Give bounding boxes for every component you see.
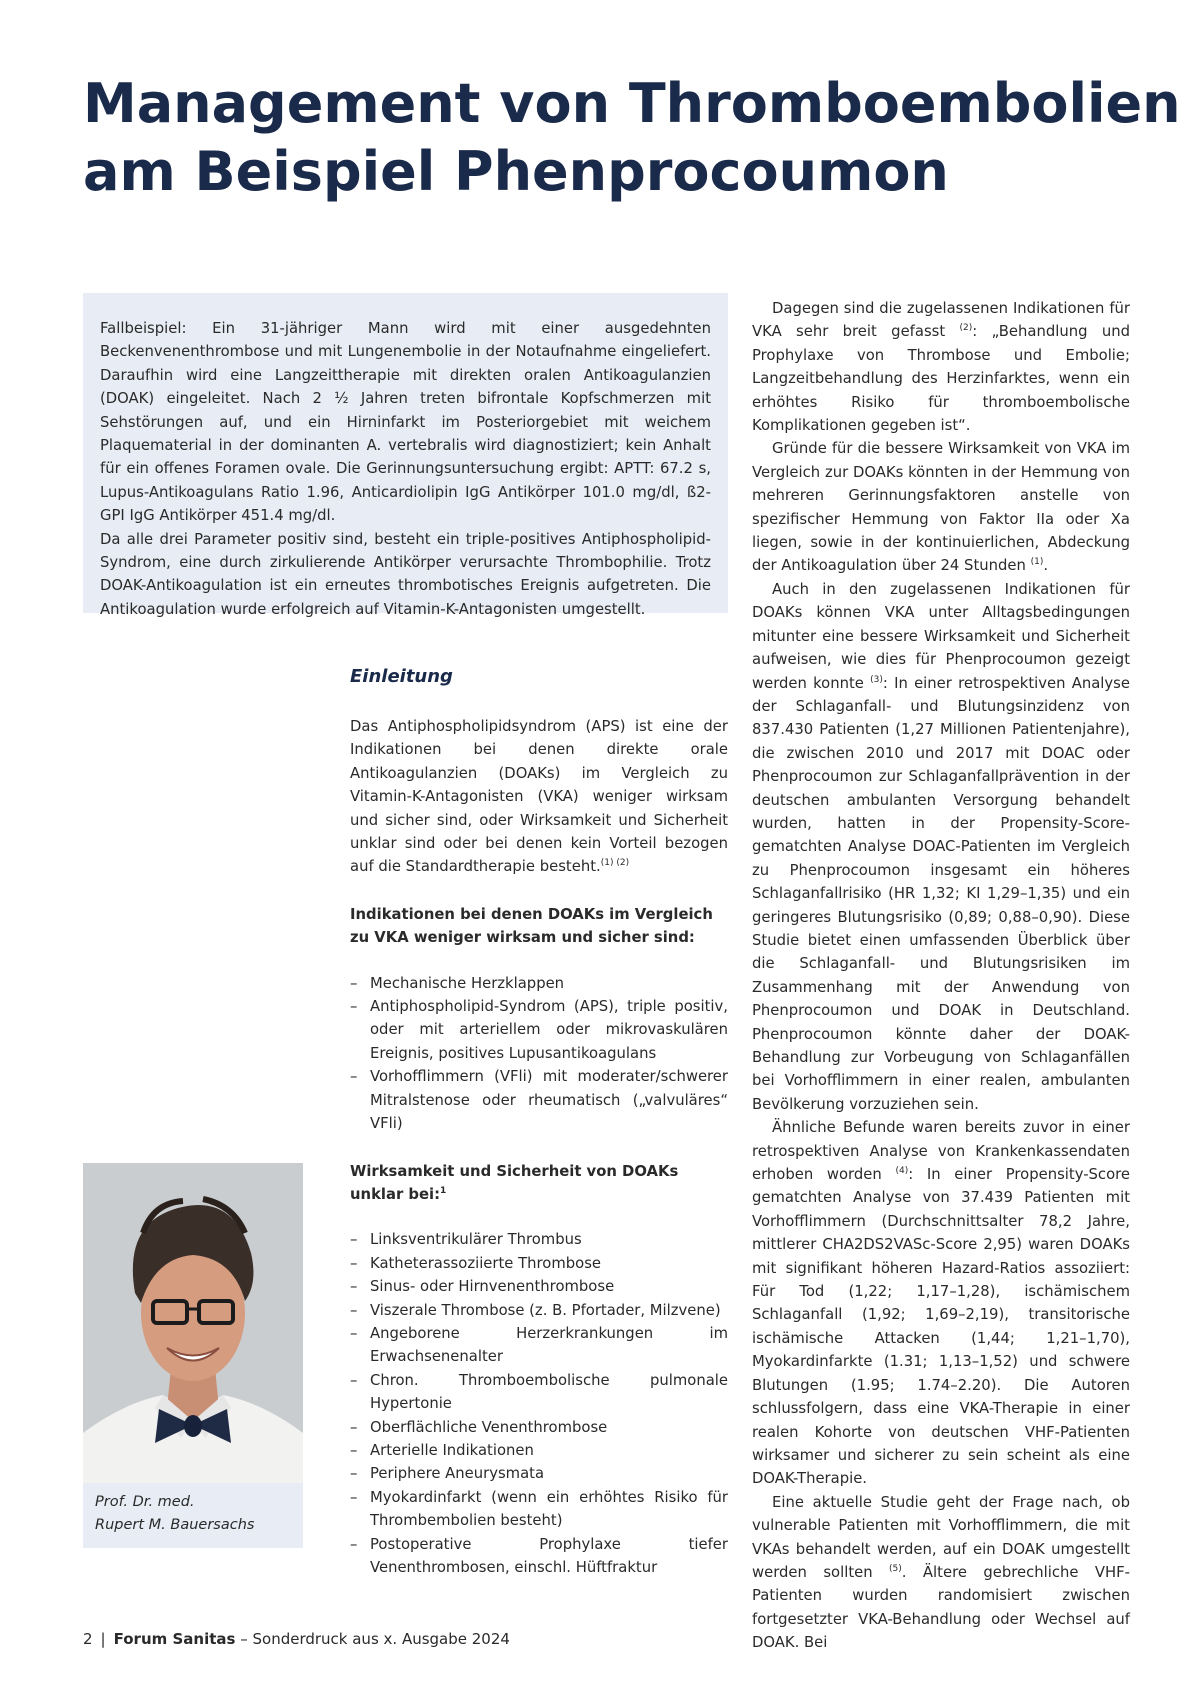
title-line-2: am Beispiel Phenprocoumon bbox=[83, 140, 949, 203]
text-run: . bbox=[1043, 557, 1049, 575]
edition-info: – Sonderdruck aus x. Ausgabe 2024 bbox=[235, 1630, 510, 1648]
list-item: – Sinus- oder Hirnvenenthrombose bbox=[350, 1275, 728, 1298]
author-caption bbox=[95, 1491, 295, 1537]
case-paragraph-1: Fallbeispiel: Ein 31-jähriger Mann wird mit einer ausgedehnten Beckenvenenthrombose und mit Lungenembolie in der Notaufnahme eingeliefert. Daraufhin wird eine Langzeittherapie mit direkten oralen Antikoagulanzien (DOAK) eingeleitet. Nach 2 ½ Jahren treten bifrontale Kopfschmerzen mit Sehstörungen auf, und ein Hirninfarkt im Posteriorgebiet mit weichem Plaquematerial in der dominanten A. vertebralis wird diagnostiziert; kein Anhalt für ein offenes Foramen ovale. Die Gerinnungsuntersuchung ergibt: APTT: 67.2 s, Lupus-Antikoagulans Ratio 1.96, Anticardiolipin IgG Antikörper 101.0 mg/dl, ß2-GPI IgG Antikörper 451.4 mg/dl. bbox=[100, 320, 711, 525]
text-run: Eine aktuelle Studie geht der Frage nach, ob vulnerable Patienten mit Vorhofflimmern, die mit VKAs behandelt werden, auf ein DOAK umgestellt werden sollten bbox=[752, 1493, 1130, 1581]
text-run: : In einer retrospektiven Analyse der Schlaganfall- und Blutungsinzidenz von 837.430 Patienten (1,27 Millionen Patientenjahre), die zwischen 2010 und 2017 mit DOAC oder Phenprocoumon zur Schlaganfallprävention in der deutschen ambulanten Versorgung behandelt wurden, hatten in der Propensity-Score-gematchten Analyse DOAC-Patienten im Vergleich zu Phenprocoumon insgesamt ein höheres Schlaganfallrisiko (HR 1,32; KI 1,29–1,35) und ein geringeres Blutungsrisiko (0,89; 0,88–0,90). Diese Studie bietet einen umfassenden Überblick über die Schlaganfall- und Blutungsrisiken im Zusammenhang mit der Anwendung von Phenprocoumon und DOAK in Deutschland. Phenprocoumon könnte daher der DOAK-Behandlung zur Vorbeugung von Schlaganfällen bei Vorhofflimmern in einer realen, ambulanten Bevölkerung vorzuziehen sein. bbox=[752, 674, 1130, 1113]
text-run: : In einer Propensity-Score gematchten Analyse von 37.439 Patienten mit Vorhofflimmern (Durchschnittsalter 78,2 Jahre, mittlerer CHA2DS2VASc-Score 2,95) waren DOAKs mit signifikant höheren Hazard-Ratios assoziiert: Für Tod (1,22; 1,17–1,28), ischämischem Schlaganfall (1,92; 1,69–2,19), transitorische ischämische Attacken (1,44; 1,21–1,70), Myokardinfarkte (1.31; 1,13–1,52) und schwere Blutungen (1.95; 1.74–2.20). Die Autoren schlussfolgern, dass eine VKA-Therapie in einer realen Kohorte von deutschen VHF-Patienten wirksamer und sicherer zu sein scheint als eine DOAK-Therapie. bbox=[752, 1166, 1130, 1488]
list-item: – Postoperative Prophylaxe tiefer Venenthrombosen, einschl. Hüftfraktur bbox=[350, 1533, 728, 1580]
text-run: Auch in den zugelassenen Indikationen für DOAKs können VKA unter Alltagsbedingungen mitunter eine bessere Wirksamkeit und Sicherheit aufweisen, wie dies für Phenprocoumon gezeigt werden konnte bbox=[752, 580, 1130, 692]
text-run: Gründe für die bessere Wirksamkeit von VKA im Vergleich zur DOAKs könnten in der Hemmung von mehreren Gerinnungsfaktoren anstelle von spezifischer Hemmung von Faktor IIa oder Xa liegen, sowie in der kontinuierlichen, Abdeckung der Antikoagulation über 24 Stunden bbox=[752, 440, 1130, 575]
unclear-list bbox=[350, 1228, 728, 1579]
middle-column bbox=[350, 665, 728, 1579]
right-paragraph-1 bbox=[752, 297, 1130, 437]
magazine-name: Forum Sanitas bbox=[113, 1630, 236, 1648]
intro-paragraph bbox=[350, 715, 728, 879]
unclear-heading bbox=[350, 1160, 728, 1207]
caption-line-1: Prof. Dr. med. bbox=[95, 1494, 195, 1510]
list-item: – Katheterassoziierte Thrombose bbox=[350, 1252, 728, 1275]
list-item: – Antiphospholipid-Syndrom (APS), triple positiv, oder mit arteriellem oder mikrovaskulären Ereignis, positives Lupusantikoagulans bbox=[350, 995, 728, 1065]
text-run: : „Behandlung und Prophylaxe von Thrombose und Embolie; Langzeitbehandlung des Herzinfarktes, wenn ein erhöhtes Risiko für thromboembolische Komplikationen gegeben ist“. bbox=[752, 323, 1130, 435]
list-item: – Myokardinfarkt (wenn ein erhöhtes Risiko für Thrombembolien besteht) bbox=[350, 1486, 728, 1533]
right-column bbox=[752, 297, 1130, 1655]
list-item: – Angeborene Herzerkrankungen im Erwachsenenalter bbox=[350, 1322, 728, 1369]
footer-separator: | bbox=[100, 1630, 106, 1648]
author-photo bbox=[83, 1163, 303, 1483]
list-item: – Vorhofflimmern (VFli) mit moderater/schwerer Mitralstenose oder rheumatisch („valvuläres“ VFli) bbox=[350, 1065, 728, 1135]
reference-marker: (4) bbox=[895, 1166, 909, 1177]
right-paragraph-4 bbox=[752, 1116, 1130, 1491]
list-item: – Periphere Aneurysmata bbox=[350, 1462, 728, 1485]
reference-marker: (5) bbox=[889, 1564, 902, 1575]
title-line-1: Management von Thromboembolien bbox=[83, 72, 1181, 135]
case-example-box bbox=[83, 293, 728, 618]
intro-refs: (1) (2) bbox=[600, 858, 630, 869]
page-title bbox=[83, 70, 1181, 206]
section-heading-einleitung: Einleitung bbox=[350, 666, 453, 687]
unclear-ref: 1 bbox=[440, 1185, 447, 1196]
right-paragraph-2 bbox=[752, 437, 1130, 577]
list-item: – Linksventrikulärer Thrombus bbox=[350, 1228, 728, 1251]
text-run: . Ältere gebrechliche VHF-Patienten wurden randomisiert zwischen fortgesetzter VKA-Behandlung oder Wechsel auf DOAK. Bei bbox=[752, 1563, 1130, 1652]
list-item: – Chron. Thromboembolische pulmonale Hypertonie bbox=[350, 1369, 728, 1416]
list-item: – Arterielle Indikationen bbox=[350, 1439, 728, 1462]
reference-marker: (1) bbox=[1030, 557, 1044, 568]
intro-text: Das Antiphospholipidsyndrom (APS) ist eine der Indikationen bei denen direkte orale Antikoagulanzien (DOAKs) im Vergleich zu Vitamin-K-Antagonisten (VKA) weniger wirksam und sicher sind, oder Wirksamkeit und Sicherheit unklar sind oder bei denen kein Vorteil bezogen auf die Standardtherapie besteht. bbox=[350, 718, 728, 876]
caption-line-2: Rupert M. Bauersachs bbox=[95, 1517, 255, 1533]
less-effective-heading: Indikationen bei denen DOAKs im Vergleich zu VKA weniger wirksam und sicher sind: bbox=[350, 905, 713, 947]
reference-marker: (3) bbox=[870, 674, 883, 685]
list-item: – Mechanische Herzklappen bbox=[350, 972, 728, 995]
right-paragraph-3 bbox=[752, 578, 1130, 1116]
list-item: – Oberflächliche Venenthrombose bbox=[350, 1416, 728, 1439]
unclear-heading-text: Wirksamkeit und Sicherheit von DOAKs unklar bei: bbox=[350, 1162, 679, 1203]
text-run: Ähnliche Befunde waren bereits zuvor in einer retrospektiven Analyse von Krankenkassendaten erhoben worden bbox=[752, 1119, 1130, 1184]
author-photo-card bbox=[83, 1163, 303, 1548]
reference-marker: (2) bbox=[959, 323, 973, 334]
list-item: – Viszerale Thrombose (z. B. Pfortader, Milzvene) bbox=[350, 1299, 728, 1322]
case-paragraph-2: Da alle drei Parameter positiv sind, besteht ein triple-positives Antiphospholipid-Syndrom, eine durch zirkulierende Antikörper verursachte Thrombophilie. Trotz DOAK-Antikoagulation ist ein erneutes thrombotisches Ereignis aufgetreten. Die Antikoagulation wurde erfolgreich auf Vitamin-K-Antagonisten umgestellt. bbox=[100, 530, 711, 618]
right-paragraph-5 bbox=[752, 1491, 1130, 1655]
page-footer bbox=[83, 1630, 510, 1648]
page-number: 2 bbox=[83, 1630, 93, 1648]
text-run: Dagegen sind die zugelassenen Indikationen für VKA sehr breit gefasst bbox=[752, 300, 1130, 341]
less-effective-list bbox=[350, 972, 728, 1136]
author-portrait-illustration bbox=[83, 1163, 303, 1483]
